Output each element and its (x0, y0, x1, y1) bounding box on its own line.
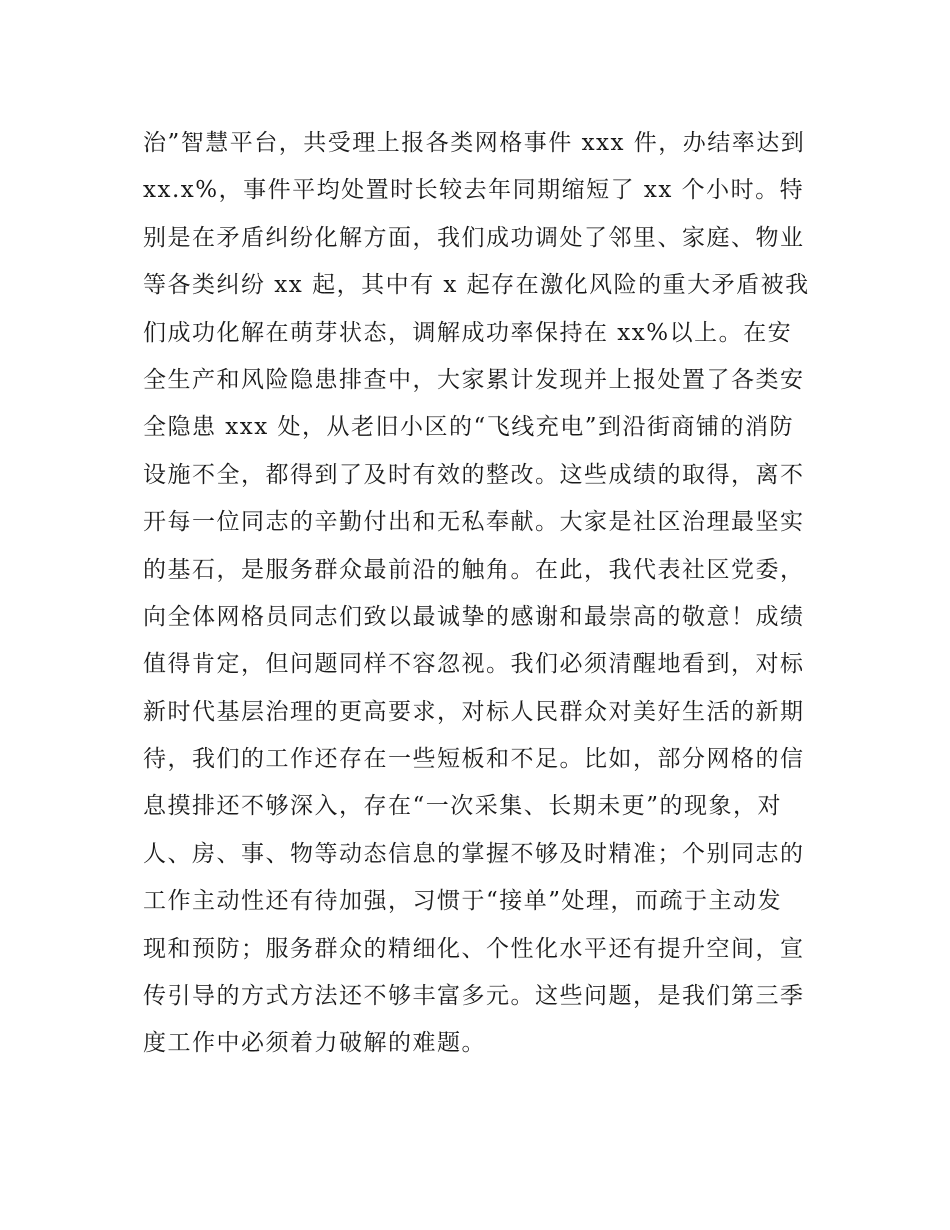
text-line: 向全体网格员同志们致以最诚挚的感谢和最崇高的敬意！成绩 (143, 603, 805, 630)
text-line: xx.x%，事件平均处置时长较去年同期缩短了 xx 个小时。特 (143, 177, 805, 204)
text-line: 们成功化解在萌芽状态，调解成功率保持在 xx%以上。在安 (143, 319, 793, 346)
body-paragraph (143, 120, 823, 1068)
text-line: 设施不全，都得到了及时有效的整改。这些成绩的取得，离不 (143, 461, 805, 488)
text-line: 待，我们的工作还存在一些短板和不足。比如，部分网格的信 (143, 746, 805, 773)
text-line: 全隐患 xxx 处，从老旧小区的“飞线充电”到沿街商铺的消防 (143, 414, 795, 441)
text-line: 度工作中必须着力破解的难题。 (143, 1030, 486, 1057)
text-line: 开每一位同志的辛勤付出和无私奉献。大家是社区治理最坚实 (143, 509, 805, 536)
text-line: 治”智慧平台，共受理上报各类网格事件 xxx 件，办结率达到 (143, 130, 806, 156)
text-line: 新时代基层治理的更高要求，对标人民群众对美好生活的新期 (143, 698, 805, 725)
text-line: 工作主动性还有待加强，习惯于“接单”处理，而疏于主动发 (143, 888, 783, 915)
text-line: 值得肯定，但问题同样不容忽视。我们必须清醒地看到，对标 (143, 651, 805, 678)
text-line: 的基石，是服务群众最前沿的触角。在此，我代表社区党委， (143, 556, 805, 583)
text-line: 息摸排还不够深入，存在“一次采集、长期未更”的现象，对 (143, 793, 783, 820)
text-line: 等各类纠纷 xx 起，其中有 x 起存在激化风险的重大矛盾被我 (143, 272, 810, 299)
text-line: 别是在矛盾纠纷化解方面，我们成功调处了邻里、家庭、物业 (143, 224, 805, 251)
text-line: 传引导的方式方法还不够丰富多元。这些问题，是我们第三季 (143, 983, 805, 1010)
text-line: 人、房、事、物等动态信息的掌握不够及时精准；个别同志的 (143, 840, 805, 867)
text-line: 现和预防；服务群众的精细化、个性化水平还有提升空间，宣 (143, 935, 805, 962)
text-line: 全生产和风险隐患排查中，大家累计发现并上报处置了各类安 (143, 366, 805, 393)
